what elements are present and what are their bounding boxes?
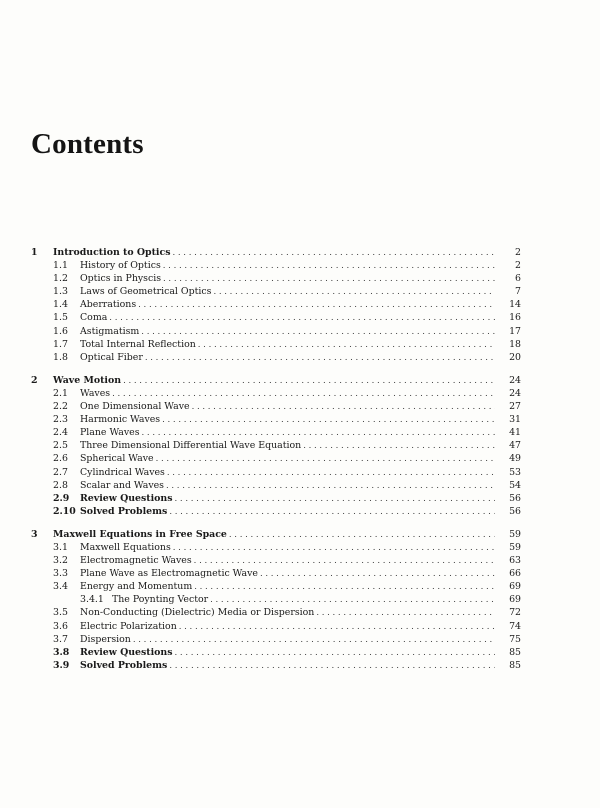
section-number: 1.1 [53,260,68,272]
toc-section-entry[interactable] [31,554,521,567]
section-title: Plane Waves [80,427,140,439]
page-number: 16 [509,312,521,324]
section-title: Maxwell Equations [80,541,171,553]
section-number: 3.5 [53,607,68,619]
section-title: Spherical Wave [80,453,154,465]
toc-section-entry[interactable] [31,541,521,554]
page-number: 59 [509,541,521,553]
subsection-number: 3.4.1 [80,594,104,606]
page-title: Contents [31,128,144,160]
page-number: 59 [509,528,521,540]
page-number: 17 [509,325,521,337]
toc-section-entry[interactable] [31,259,521,272]
section-title: Three Dimensional Differential Wave Equation [80,440,302,452]
page-number: 69 [509,594,521,606]
section-number: 1.4 [53,299,68,311]
page-number: 2 [515,260,521,272]
page-number: 56 [509,492,521,504]
toc-chapter-entry[interactable] [31,528,521,541]
dot-leader [175,493,495,506]
section-number: 2.9 [53,492,70,504]
dot-leader [133,634,495,647]
section-number: 2.8 [53,479,68,491]
section-number: 2.1 [53,387,68,399]
toc-section-entry[interactable] [31,452,521,465]
chapter-title: Maxwell Equations in Free Space [53,528,227,540]
chapter-1 [31,246,521,364]
page-number: 24 [509,374,521,386]
section-title: Optical Fiber [80,351,143,363]
page-number: 66 [509,568,521,580]
page-number: 85 [509,659,521,671]
toc-section-entry[interactable] [31,311,521,324]
page-number: 31 [509,414,521,426]
toc-section-entry[interactable] [31,633,521,646]
page-number: 14 [509,299,521,311]
table-of-contents [31,246,521,682]
page-number: 74 [509,620,521,632]
toc-section-entry[interactable] [31,400,521,413]
page-number: 85 [509,646,521,658]
dot-leader [169,506,495,519]
section-title: Waves [80,387,111,399]
dot-leader [198,339,495,352]
dot-leader [192,401,495,414]
toc-section-entry[interactable] [31,466,521,479]
section-number: 1.7 [53,338,68,350]
section-title: Dispersion [80,633,131,645]
page-number: 47 [509,440,521,452]
page-number: 2 [515,247,521,258]
section-title: Scalar and Waves [80,479,164,491]
chapter-3 [31,528,521,672]
section-title: Review Questions [80,646,173,658]
dot-leader [145,352,495,365]
dot-leader [109,312,495,325]
section-number: 3.8 [53,646,70,658]
chapter-number: 3 [31,528,38,540]
toc-section-entry[interactable] [31,426,521,439]
toc-section-entry[interactable] [31,505,521,518]
toc-section-entry[interactable] [31,272,521,285]
page-number: 20 [509,351,521,363]
section-number: 1.8 [53,351,68,363]
toc-section-entry[interactable] [31,285,521,298]
toc-section-entry[interactable] [31,492,521,505]
section-title: Coma [80,312,108,324]
page-number: 6 [515,273,521,285]
section-number: 2.5 [53,440,68,452]
page-number: 75 [509,633,521,645]
dot-leader [179,621,495,634]
toc-section-entry[interactable] [31,479,521,492]
section-number: 3.1 [53,541,68,553]
section-number: 3.4 [53,581,68,593]
page-number: 72 [509,607,521,619]
subsection-title: The Poynting Vector [112,594,209,606]
section-title: One Dimensional Wave [80,401,190,413]
section-number: 3.6 [53,620,68,632]
chapter-number: 1 [31,247,38,258]
section-title: Electric Polarization [80,620,177,632]
section-number: 3.3 [53,568,68,580]
dot-leader [175,647,495,660]
toc-section-entry[interactable] [31,439,521,452]
toc-section-entry[interactable] [31,567,521,580]
section-title: Laws of Geometrical Optics [80,286,212,298]
section-number: 2.10 [53,505,76,517]
chapter-title: Introduction to Optics [53,247,171,258]
dot-leader [194,581,495,594]
page-number: 27 [509,401,521,413]
section-title: Review Questions [80,492,173,504]
dot-leader [156,453,495,466]
section-title: Solved Problems [80,659,168,671]
section-number: 3.2 [53,555,68,567]
dot-leader [123,375,495,388]
section-number: 2.7 [53,466,68,478]
dot-leader [163,260,495,273]
dot-leader [213,286,495,299]
dot-leader [167,467,495,480]
section-title: Harmonic Waves [80,414,161,426]
toc-section-entry[interactable] [31,351,521,364]
toc-chapter-entry[interactable] [31,374,521,387]
toc-section-entry[interactable] [31,646,521,659]
page-number: 41 [509,427,521,439]
section-title: Aberrations [80,299,137,311]
page-number: 49 [509,453,521,465]
section-title: Total Internal Reflection [80,338,196,350]
dot-leader [316,607,495,620]
toc-subsection-entry[interactable] [31,593,521,606]
section-number: 1.5 [53,312,68,324]
section-number: 2.3 [53,414,68,426]
chapter-title: Wave Motion [53,374,122,386]
section-number: 2.4 [53,427,68,439]
chapter-2 [31,374,521,518]
section-title: Plane Wave as Electromagnetic Wave [80,568,258,580]
toc-section-entry[interactable] [31,580,521,593]
section-number: 1.3 [53,286,68,298]
section-title: Energy and Momentum [80,581,193,593]
section-title: History of Optics [80,260,161,272]
dot-leader [173,542,495,555]
section-number: 2.6 [53,453,68,465]
page-number: 63 [509,555,521,567]
page-number: 7 [515,286,521,298]
dot-leader [138,299,495,312]
section-title: Astigmatism [80,325,140,337]
toc-section-entry[interactable] [31,413,521,426]
section-title: Solved Problems [80,505,168,517]
section-title: Electromagnetic Waves [80,555,192,567]
toc-section-entry[interactable] [31,606,521,619]
section-number: 3.9 [53,659,70,671]
dot-leader [166,480,495,493]
page-number: 56 [509,505,521,517]
toc-section-entry[interactable] [31,387,521,400]
section-title: Non-Conducting (Dielectric) Media or Dispersion [80,607,315,619]
toc-section-entry[interactable] [31,659,521,672]
page-number: 69 [509,581,521,593]
section-title: Optics in Physcis [80,273,162,285]
page-number: 18 [509,338,521,350]
toc-section-entry[interactable] [31,298,521,311]
page-number: 24 [509,387,521,399]
dot-leader [229,529,495,542]
toc-chapter-entry[interactable] [31,246,521,259]
dot-leader [260,568,495,581]
toc-section-entry[interactable] [31,338,521,351]
page-number: 53 [509,466,521,478]
toc-section-entry[interactable] [31,620,521,633]
section-number: 3.7 [53,633,68,645]
section-number: 1.6 [53,325,68,337]
page-number: 54 [509,479,521,491]
section-number: 2.2 [53,401,68,413]
section-number: 1.2 [53,273,68,285]
dot-leader [169,660,495,673]
dot-leader [172,247,495,260]
section-title: Cylindrical Waves [80,466,165,478]
chapter-number: 2 [31,374,38,386]
dot-leader [303,440,495,453]
dot-leader [162,414,495,427]
toc-section-entry[interactable] [31,325,521,338]
